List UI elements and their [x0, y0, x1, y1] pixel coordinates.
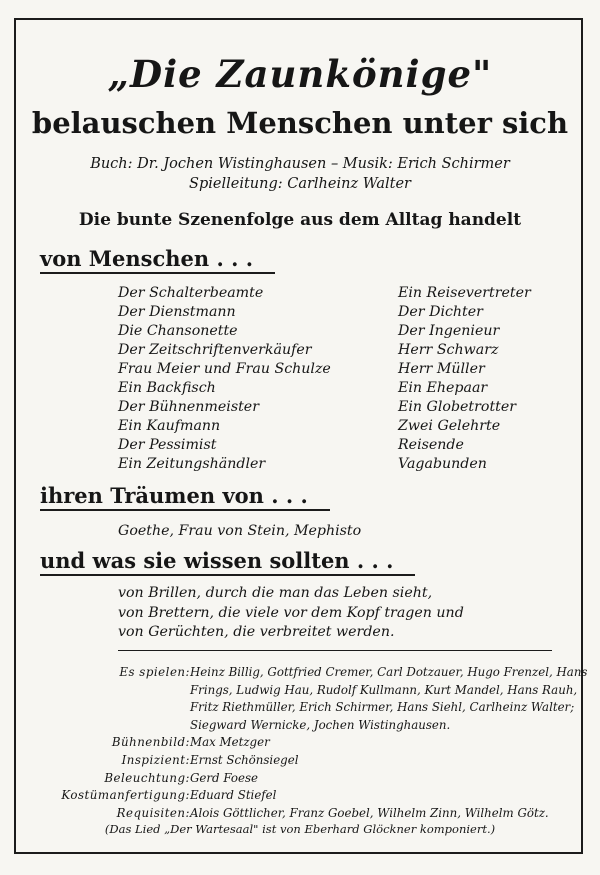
list-item: Vagabunden	[398, 456, 487, 472]
staff-role: Kostümanfertigung:	[61, 788, 190, 803]
staff-role: Requisiten:	[116, 805, 190, 820]
staff-names: Max Metzger	[190, 735, 270, 750]
people-list-left	[118, 284, 331, 474]
list-item: Frau Meier und Frau Schulze	[118, 361, 331, 377]
section-heading-people: von Menschen . . .	[40, 246, 275, 274]
list-item: Ein Globetrotter	[398, 399, 517, 415]
staff-names: Heinz Billig, Gottfried Cremer, Carl Dotzauer, Hugo Frenzel, Hans	[190, 665, 588, 679]
section-heading-topics: und was sie wissen sollten . . .	[40, 548, 415, 576]
staff-names: Frings, Ludwig Hau, Rudolf Kullmann, Kurt Mandel, Hans Rauh,	[190, 682, 578, 697]
page-title: „Die Zaunkönige"	[107, 52, 493, 96]
list-item: Der Dichter	[398, 304, 483, 320]
intro-line: Die bunte Szenenfolge aus dem Alltag handelt	[78, 210, 522, 230]
credits-direction: Spielleitung: Carlheinz Walter	[189, 176, 411, 192]
list-item: Ein Zeitungshändler	[118, 456, 266, 472]
list-item: Der Dienstmann	[118, 304, 236, 320]
list-item: Der Ingenieur	[398, 323, 500, 339]
list-item: Die Chansonette	[118, 323, 238, 339]
staff-names: Ernst Schönsiegel	[190, 752, 299, 767]
list-item: Der Pessimist	[118, 437, 217, 453]
list-item: Reisende	[398, 437, 464, 453]
divider	[118, 650, 552, 651]
list-item: Der Zeitschriftenverkäufer	[118, 342, 312, 358]
list-item: Ein Ehepaar	[398, 380, 488, 396]
list-item: Der Schalterbeamte	[118, 285, 264, 301]
list-item: Zwei Gelehrte	[398, 418, 501, 434]
staff-names: Fritz Riethmüller, Erich Schirmer, Hans Siehl, Carlheinz Walter;	[190, 700, 575, 715]
staff-names: Alois Göttlicher, Franz Goebel, Wilhelm Zinn, Wilhelm Götz.	[190, 805, 549, 820]
topics-list	[118, 584, 464, 643]
topic-line: von Brillen, durch die man das Leben sieht,	[118, 585, 433, 601]
staff-role: Bühnenbild:	[111, 735, 190, 750]
list-item: Der Bühnenmeister	[118, 399, 259, 415]
list-item: Herr Schwarz	[398, 342, 499, 358]
staff-names: Gerd Foese	[190, 770, 259, 785]
staff-role: Inspizient:	[121, 752, 190, 767]
topic-line: von Brettern, die viele vor dem Kopf tragen und	[118, 604, 464, 621]
list-item: Herr Müller	[398, 361, 485, 377]
dreams-line: Goethe, Frau von Stein, Mephisto	[118, 523, 362, 539]
list-item: Ein Kaufmann	[118, 418, 221, 434]
people-list-right	[398, 284, 531, 474]
footnote: (Das Lied „Der Wartesaal" ist von Eberhard Glöckner komponiert.)	[104, 822, 496, 836]
staff-role: Beleuchtung:	[104, 770, 190, 785]
topic-line: von Gerüchten, die verbreitet werden.	[118, 624, 395, 640]
staff-names: Siegward Wernicke, Jochen Wistinghausen.	[190, 717, 451, 732]
credits-author-music: Buch: Dr. Jochen Wistinghausen – Musik: Erich Schirmer	[90, 156, 510, 172]
section-heading-dreams: ihren Träumen von . . .	[40, 483, 330, 511]
list-item: Ein Reisevertreter	[398, 285, 531, 301]
staff-role: Es spielen:	[119, 665, 190, 679]
page-subtitle: belauschen Menschen unter sich	[31, 106, 569, 140]
list-item: Ein Backfisch	[118, 380, 216, 396]
staff-names: Eduard Stiefel	[190, 788, 277, 803]
